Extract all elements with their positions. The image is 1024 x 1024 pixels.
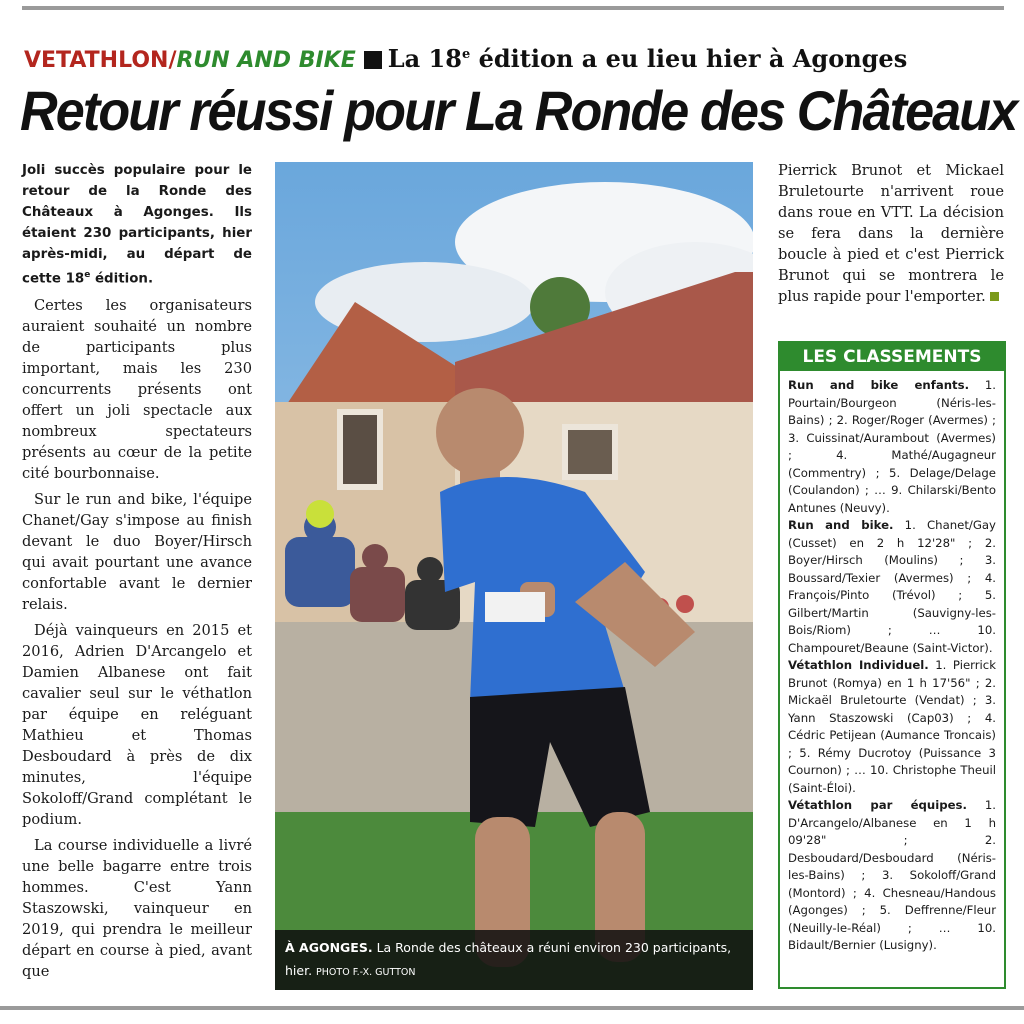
- results-text: 1. Pourtain/Bourgeon (Néris-les-Bains) ; 2. Roger/Roger (Avermes) ; 3. Cuissinat/Aurambout (Avermes) ; 4. Mathé/Augagneur (Commentry) ; 5. Delage/Delage (Coulandon) ; … 9. Chilarski/Bento Antunes (Neuvy).: [788, 378, 997, 515]
- kicker: [24, 44, 907, 73]
- kicker-subtitle-start: La 18: [387, 44, 462, 73]
- body-paragraph: Sur le run and bike, l'équipe Chanet/Gay s'impose au finish devant le duo Boyer/Hirsch qui avait pourtant une avance confortable avant le dernier relais.: [22, 491, 252, 614]
- headline: Retour réussi pour La Ronde des Châteaux: [20, 79, 1017, 142]
- body-paragraph: La course individuelle a livré une belle bagarre entre trois hommes. C'est Yann Staszowski, vainqueur en 2019, qui prendra le meilleur départ en course à pied, avant que: [22, 837, 252, 981]
- column-right: [778, 160, 1004, 312]
- body-paragraph-end: [778, 160, 1004, 307]
- photo-caption: [275, 930, 753, 990]
- column-left: [22, 160, 252, 987]
- kicker-category-green: RUN AND BIKE: [176, 48, 356, 73]
- lede-sup: e: [84, 270, 91, 280]
- lede-end: édition.: [90, 271, 154, 287]
- lede-text: Joli succès populaire pour le retour de la Ronde des Châteaux à Agonges. Ils étaient 230 participants, hier après-midi, au départ de cette 18: [22, 163, 252, 287]
- results-category: Vétathlon par équipes.: [788, 798, 967, 812]
- photo-credit: PHOTO F.-X. GUTTON: [316, 967, 416, 978]
- end-mark-icon: [990, 292, 999, 301]
- results-section: [788, 657, 996, 797]
- runner-photo-illustration: [275, 162, 753, 990]
- results-body: [780, 371, 1004, 961]
- kicker-subtitle-sup: e: [461, 47, 471, 62]
- top-rule: [22, 6, 1004, 10]
- results-section: [788, 377, 996, 517]
- results-text: 1. Pierrick Brunot (Romya) en 1 h 17'56" ; 2. Mickaël Bruletourte (Vendat) ; 3. Yann Staszowski (Cap03) ; 4. Cédric Petijean (Aumance Troncais) ; 5. Rémy Ducrotoy (Puissance 3 Cournon) ; … 10. Christophe Theuil (Saint-Éloi).: [788, 658, 996, 795]
- lede: [22, 160, 252, 289]
- body-paragraph: Déjà vainqueurs en 2015 et 2016, Adrien D'Arcangelo et Damien Albanese ont fait cavalier seul sur le véthatlon par équipe en reléguant Mathieu et Thomas Desboudard à près de dix minutes, l'équipe Sokoloff/Grand complétant le podium.: [22, 622, 252, 829]
- results-text: 1. Chanet/Gay (Cusset) en 2 h 12'28" ; 2. Boyer/Hirsch (Moulins) ; 3. Boussard/Texier (Avermes) ; 4. François/Pinto (Trévol) ; 5. Gilbert/Martin (Sauvigny-les-Bois/Riom) ; … 10. Champouret/Beaune (Saint-Victor).: [788, 518, 996, 655]
- caption-text: La Ronde des châteaux a réuni environ 230 participants, hier.: [285, 940, 732, 978]
- results-category: Run and bike.: [788, 518, 894, 532]
- body-paragraph-end-text: Pierrick Brunot et Mickael Bruletourte n'arrivent roue dans roue en VTT. La décision se fera dans la dernière boucle à pied et c'est Pierrick Brunot qui se montrera le plus rapide pour l'emporter.: [778, 162, 1004, 305]
- results-box: [778, 341, 1006, 989]
- kicker-subtitle-rest: édition a eu lieu hier à Agonges: [470, 44, 908, 73]
- kicker-subtitle: [388, 44, 907, 73]
- results-title: LES CLASSEMENTS: [780, 343, 1004, 371]
- results-category: Vétathlon Individuel.: [788, 658, 929, 672]
- results-category: Run and bike enfants.: [788, 378, 970, 392]
- caption-lead: À AGONGES.: [285, 940, 373, 955]
- results-section: [788, 517, 996, 657]
- bottom-rule: [0, 1006, 1024, 1010]
- black-square-icon: [364, 51, 382, 69]
- body-paragraph: Certes les organisateurs auraient souhaité un nombre de participants plus important, mais les 230 concurrents présents ont offert un joli spectacle aux nombreux spectateurs présents au cœur de la petite cité bourbonnaise.: [22, 297, 252, 483]
- article-photo: [275, 162, 753, 990]
- results-section: [788, 797, 996, 955]
- results-text: 1. D'Arcangelo/Albanese en 1 h 09'28" ; 2. Desboudard/Desboudard (Néris-les-Bains) ; 3. Sokoloff/Grand (Montord) ; 4. Chesneau/Handous (Agonges) ; 5. Deffrenne/Fleur (Neuilly-le-Réal) ; … 10. Bidault/Bernier (Lusigny).: [788, 798, 996, 952]
- kicker-category: VETATHLON/: [24, 48, 177, 73]
